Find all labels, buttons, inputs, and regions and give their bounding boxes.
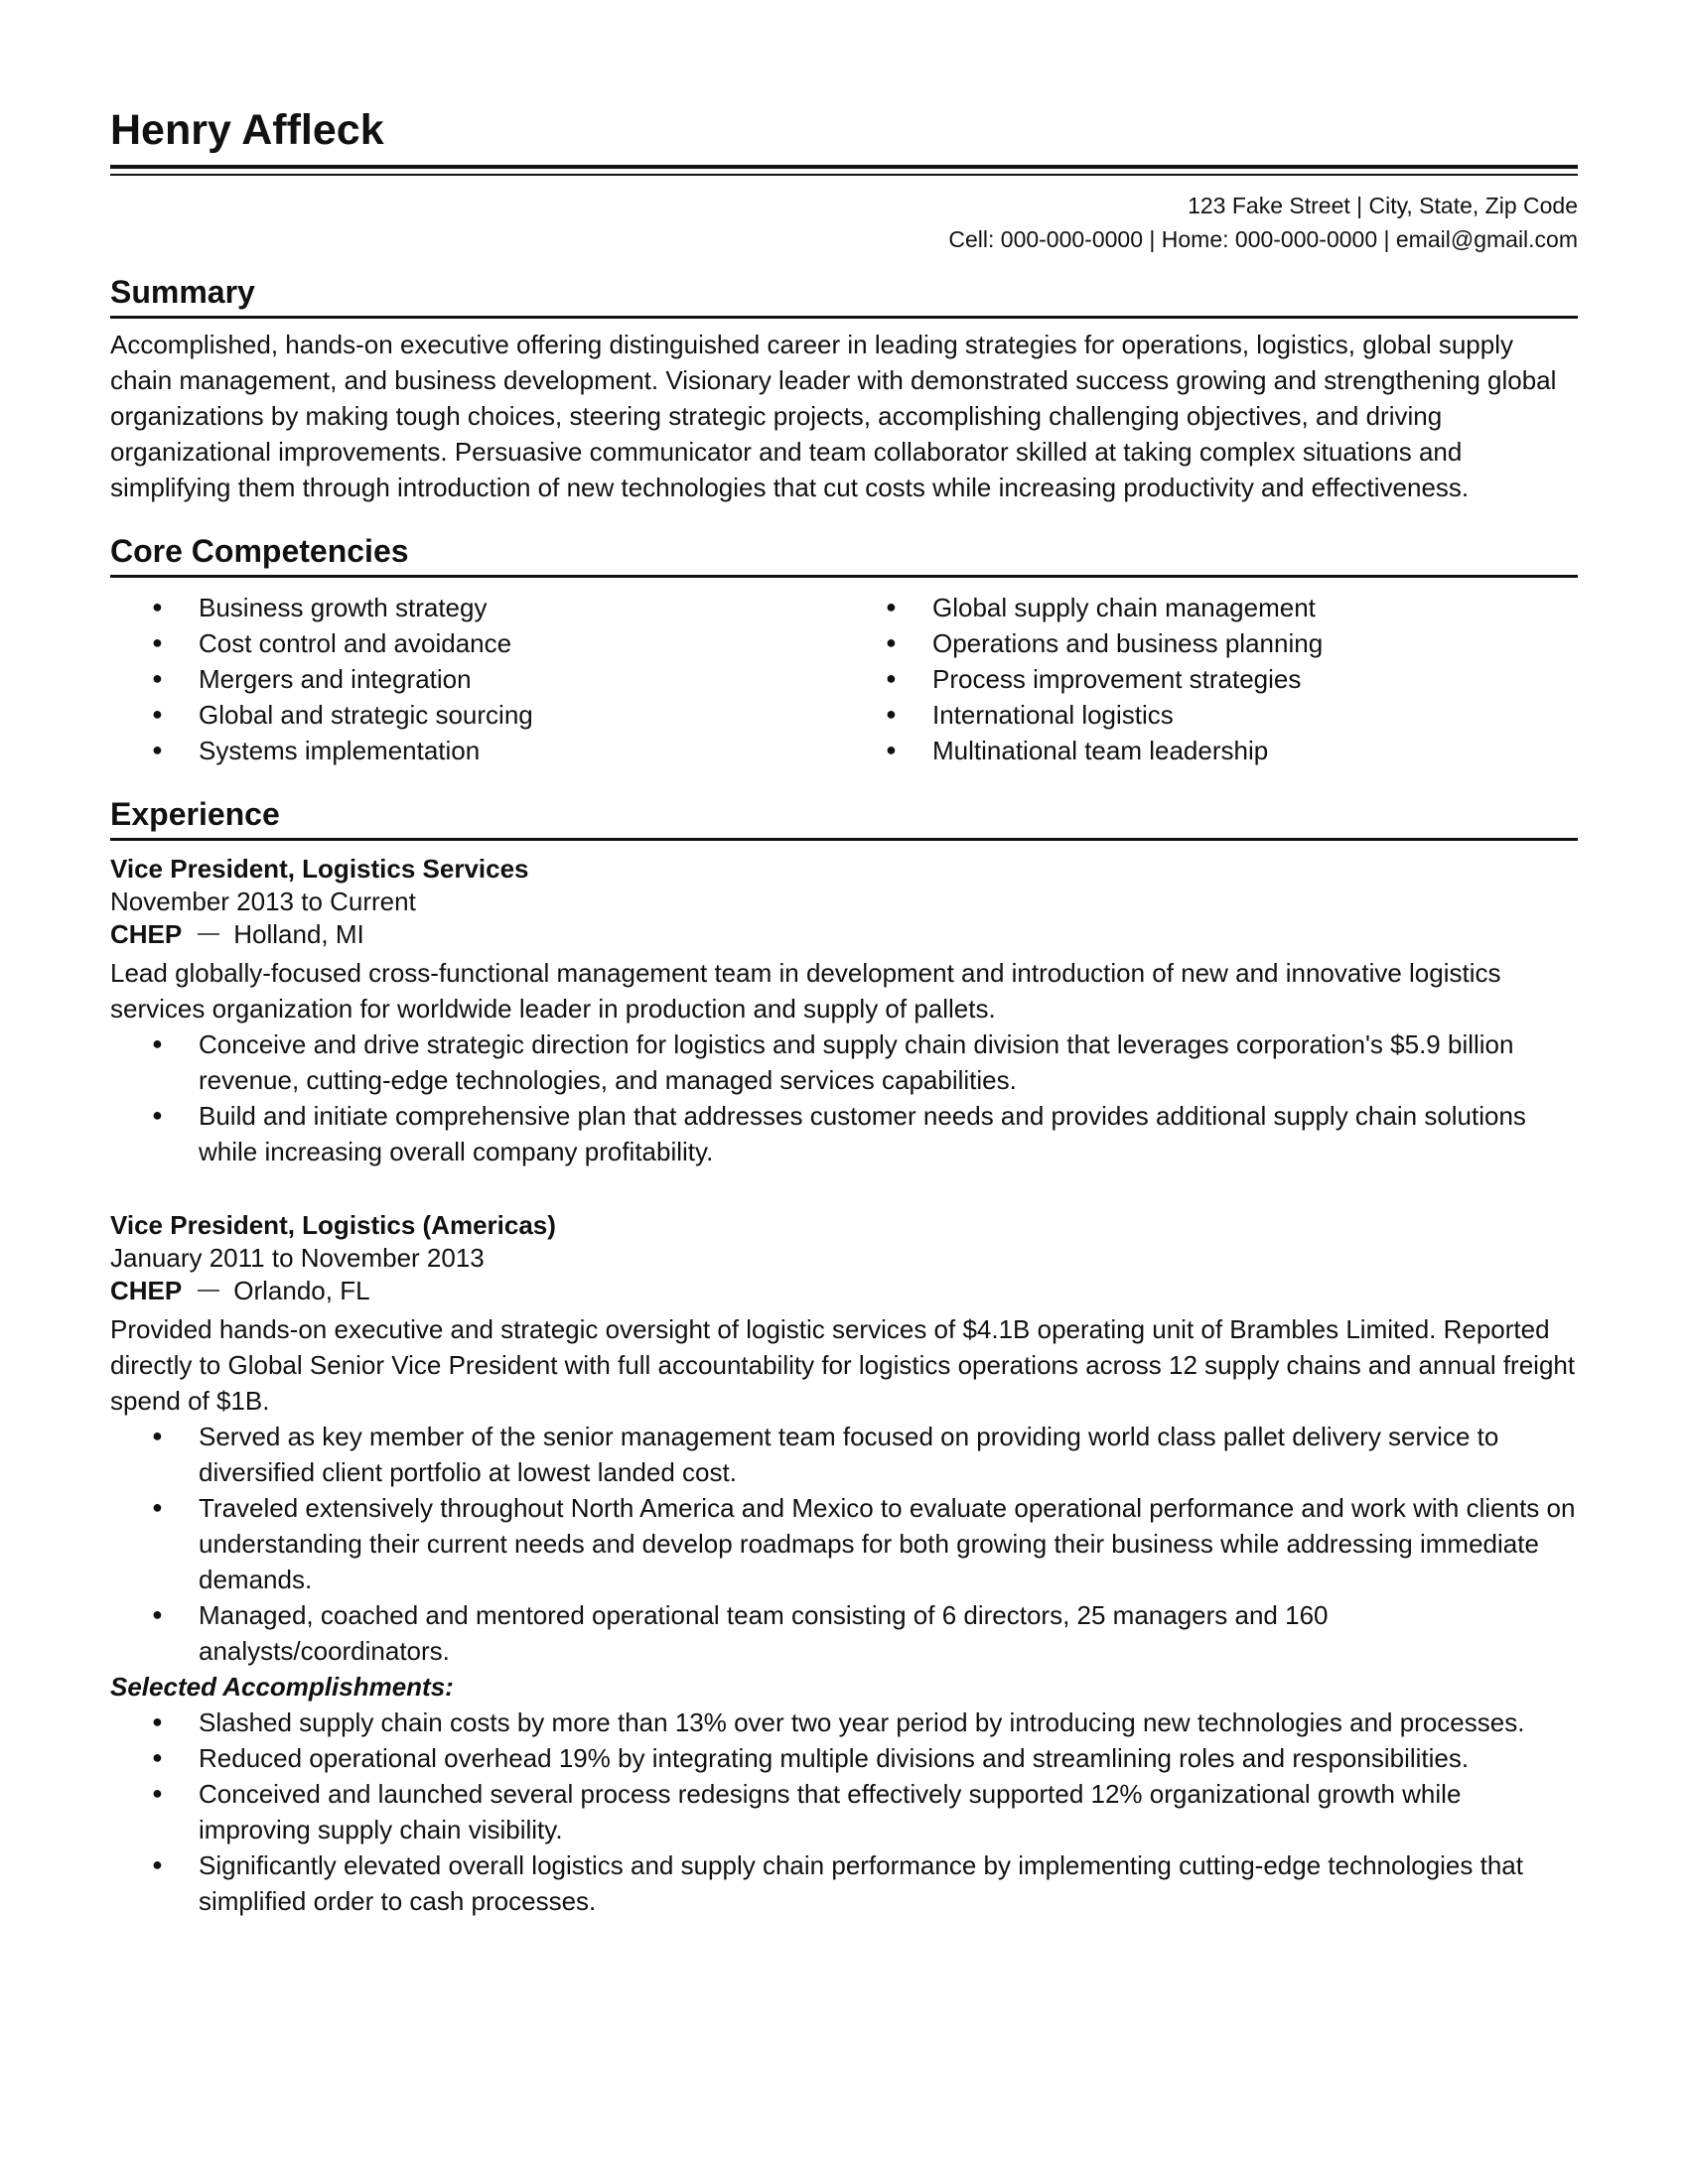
list-item: ● Build and initiate comprehensive plan that addresses customer needs and provides additional supply chain solutions while increasing overall company profitability. [152,1101,1526,1166]
list-item: ● Global supply chain management [886,593,1316,622]
header-divider-thin [110,174,1578,176]
job-company-line [110,918,1578,951]
header-divider-thick [110,165,1578,169]
list-item: ● Business growth strategy [152,593,488,622]
contact-phones-email: Cell: 000-000-0000 | Home: 000-000-0000 | email@gmail.com [948,226,1578,252]
job-entry [110,1209,1578,1919]
bullet-icon: ● [886,704,897,724]
bullet-icon: ● [152,1105,163,1125]
summary-text: Accomplished, hands-on executive offering distinguished career in leading strategies for operations, logistics, global supply chain management, and business development. Visionary leader with demonstrated success growing and strengthening global organizations by making tough choices, steering strategic projects, accomplishing challenging objectives, and driving organizational improvements. Persuasive communicator and team collaborator skilled at taking complex situations and simplifying them through introduction of new technologies that cut costs while increasing productivity and effectiveness. [110,330,1557,502]
summary-title: Summary [110,274,255,310]
summary-section [110,276,1578,505]
list-item: ● Significantly elevated overall logistics and supply chain performance by implementing cutting-edge technologies that simplified order to cash processes. [152,1850,1523,1916]
list-item: ● International logistics [886,700,1174,730]
list-item: ● Conceive and drive strategic direction for logistics and supply chain division that leverages corporation's $5.9 billion revenue, cutting-edge technologies, and managed services capabilities. [152,1029,1514,1095]
competencies-title: Core Competencies [110,533,409,569]
job-dates: January 2011 to November 2013 [110,1243,485,1273]
job-title: Vice President, Logistics Services [110,854,529,884]
competencies-divider [110,575,1578,578]
bullet-icon: ● [152,1711,163,1731]
job-company-line [110,1275,1578,1307]
job-location: Holland, MI [233,919,364,949]
competencies-grid [110,590,1578,768]
list-item: ● Global and strategic sourcing [152,700,533,730]
job-bullets [110,1026,1578,1169]
bullet-icon: ● [152,1604,163,1624]
list-item: ● Conceived and launched several process redesigns that effectively supported 12% organizational growth while improving supply chain visibility. [152,1779,1462,1844]
bullet-icon: ● [152,1783,163,1803]
job-company: CHEP [110,919,183,949]
accomplishments-list [110,1705,1578,1919]
bullet-icon: ● [152,632,163,652]
dash-separator [198,1290,219,1292]
candidate-name: Henry Affleck [110,106,384,154]
bullet-icon: ● [886,597,897,616]
bullet-icon: ● [152,1497,163,1517]
list-item: ● Served as key member of the senior management team focused on providing world class pallet delivery service to diversified client portfolio at lowest landed cost. [152,1422,1499,1487]
job-company: CHEP [110,1276,183,1305]
experience-divider [110,838,1578,841]
contact-address: 123 Fake Street | City, State, Zip Code [1188,193,1578,218]
resume-header [110,106,1578,256]
list-item: ● Operations and business planning [886,628,1324,658]
list-item: ● Cost control and avoidance [152,628,512,658]
bullet-icon: ● [152,1426,163,1445]
job-dates: November 2013 to Current [110,887,416,916]
summary-divider [110,316,1578,319]
contact-block [110,189,1578,256]
list-item: ● Process improvement strategies [886,664,1302,694]
bullet-icon: ● [152,1854,163,1874]
bullet-icon: ● [152,740,163,759]
job-title: Vice President, Logistics (Americas) [110,1210,556,1240]
resume-page [110,106,1578,1919]
bullet-icon: ● [886,740,897,759]
job-description: Lead globally-focused cross-functional management team in development and introduction of new and innovative logistics services organization for worldwide leader in production and supply of pallets. [110,958,1501,1024]
list-item: ● Multinational team leadership [886,736,1269,765]
job-location: Orlando, FL [233,1276,370,1305]
list-item: ● Systems implementation [152,736,481,765]
bullet-icon: ● [152,704,163,724]
experience-title: Experience [110,796,280,832]
list-item: ● Traveled extensively throughout North America and Mexico to evaluate operational performance and work with clients on understanding their current needs and develop roadmaps for both growing their business while addressing immediate demands. [152,1493,1576,1594]
list-item: ● Mergers and integration [152,664,472,694]
list-item: ● Reduced operational overhead 19% by integrating multiple divisions and streamlining roles and responsibilities. [152,1743,1470,1773]
competencies-left-column [110,590,844,768]
bullet-icon: ● [152,1747,163,1767]
dash-separator [198,933,219,935]
accomplishments-heading: Selected Accomplishments: [110,1672,454,1702]
job-description: Provided hands-on executive and strategic oversight of logistic services of $4.1B operating unit of Brambles Limited. Reported directly to Global Senior Vice President with full accountability for logistics operations across 12 supply chains and annual freight spend of $1B. [110,1314,1576,1416]
competencies-section [110,535,1578,768]
bullet-icon: ● [886,668,897,688]
bullet-icon: ● [152,668,163,688]
job-bullets [110,1419,1578,1669]
list-item: ● Slashed supply chain costs by more than 13% over two year period by introducing new technologies and processes. [152,1707,1525,1737]
bullet-icon: ● [152,597,163,616]
list-item: ● Managed, coached and mentored operational team consisting of 6 directors, 25 managers and 160 analysts/coordinators. [152,1600,1329,1666]
bullet-icon: ● [886,632,897,652]
bullet-icon: ● [152,1033,163,1053]
experience-section [110,798,1578,1919]
job-entry [110,853,1578,1169]
competencies-right-column [844,590,1578,768]
